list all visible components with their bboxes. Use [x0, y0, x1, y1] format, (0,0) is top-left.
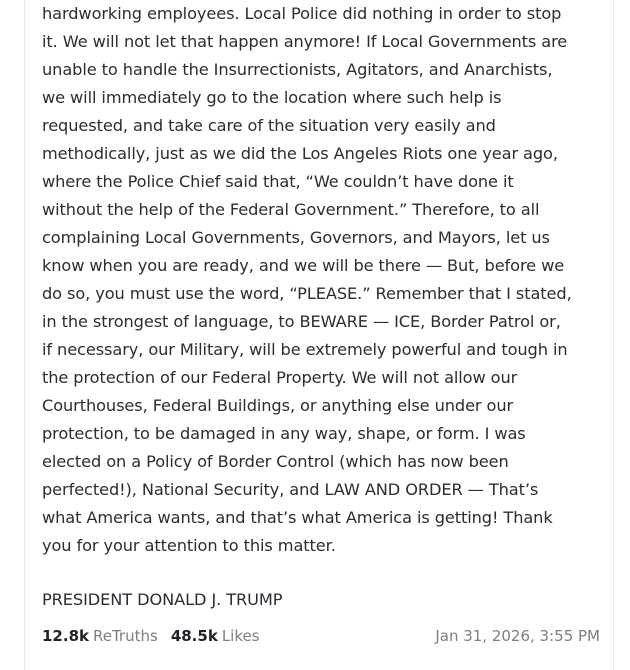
post-body-line: where the Police Chief said that, “We couldn’t have done it [42, 172, 514, 191]
post-body-line: Courthouses, Federal Buildings, or anything else under our [42, 396, 514, 415]
post-body-line: it. We will not let that happen anymore! If Local Governments are [42, 32, 568, 51]
post-timestamp[interactable]: Jan 31, 2026, 3:55 PM [435, 627, 600, 645]
likes-stat[interactable] [171, 626, 260, 646]
likes-count: 48.5k [170, 627, 218, 645]
retruths-stat[interactable] [42, 626, 158, 646]
post-body-line: elected on a Policy of Border Control (which has now been [42, 452, 509, 471]
post-body-line: what America wants, and that’s what America is getting! Thank [42, 508, 553, 527]
post-body-line: methodically, just as we did the Los Angeles Riots one year ago, [42, 144, 558, 163]
post-body-line: hardworking employees. Local Police did nothing in order to stop [42, 4, 562, 23]
post-body-line: we will immediately go to the location where such help is [42, 88, 502, 107]
retruths-count: 12.8k [42, 627, 89, 645]
post-body-line: you for your attention to this matter. [42, 536, 336, 555]
post-body-line: the protection of our Federal Property. We will not allow our [42, 368, 518, 387]
post-body-line: perfected!), National Security, and LAW AND ORDER — That’s [42, 480, 539, 499]
post-body-line: requested, and take care of the situation very easily and [42, 116, 496, 135]
post-body-line: complaining Local Governments, Governors, and Mayors, let us [42, 228, 550, 247]
likes-label: Likes [221, 627, 260, 645]
post-body-line: protection, to be damaged in any way, shape, or form. I was [42, 424, 526, 443]
post-body-line: if necessary, our Military, will be extremely powerful and tough in [42, 340, 568, 359]
post-body [42, 0, 602, 560]
retruths-label: ReTruths [93, 627, 158, 645]
post-body-line: in the strongest of language, to BEWARE — ICE, Border Patrol or, [42, 312, 561, 331]
post-footer [42, 624, 600, 648]
post-body-line: without the help of the Federal Government.” Therefore, to all [42, 200, 540, 219]
post-signature: PRESIDENT DONALD J. TRUMP [42, 590, 283, 609]
post-card [24, 0, 614, 670]
post-body-line: know when you are ready, and we will be there — But, before we [42, 256, 565, 275]
post-body-line: unable to handle the Insurrectionists, Agitators, and Anarchists, [42, 60, 553, 79]
post-body-line: do so, you must use the word, “PLEASE.” Remember that I stated, [42, 284, 572, 303]
